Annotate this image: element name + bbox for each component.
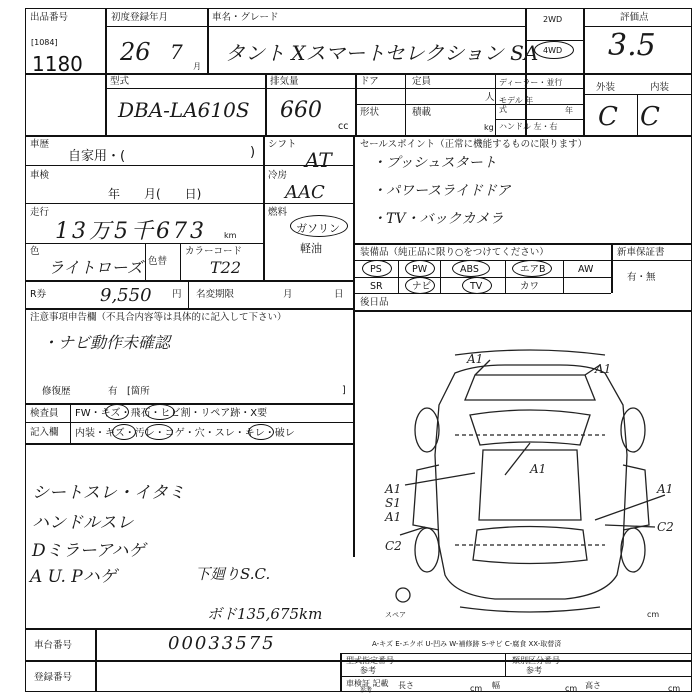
dims-ref: 参考 (360, 687, 373, 694)
inspection-value: 年 月( 日) (108, 187, 202, 201)
ac-label: 冷房 (268, 170, 288, 181)
repair-bracket: ] (342, 385, 346, 396)
equip-circle-abs (452, 260, 490, 277)
equip-circle-airbag (512, 260, 552, 277)
shift-value: AT (305, 148, 332, 172)
mark-circle-sure (248, 424, 274, 440)
equipment-title: 装備品（純正品に限り○をつけてください） (360, 247, 549, 258)
damage-legend: A-キズ E-エクボ U-凹み W-補修跡 S-サビ C-腐食 XX-取替済 (372, 640, 562, 648)
width-label: 幅 (492, 681, 500, 690)
damage-mark-5: A1 (657, 482, 674, 496)
recycle-unit: 円 (172, 289, 182, 300)
door-label: ドア (360, 76, 379, 87)
hw-note-6: ボド135,675km (207, 605, 323, 623)
drive-4wd-circle (534, 41, 574, 59)
history-value: 自家用・( (68, 149, 126, 164)
hw-note-4: A U. Pハゲ (30, 567, 117, 587)
equip-circle-navi (405, 277, 435, 294)
type-cert-label: 型式指定番号 (346, 656, 394, 665)
chassis-label: 車台番号 (34, 640, 73, 651)
hw-note-2: ハンドルスレ (32, 513, 134, 533)
warranty-value: 有・無 (627, 272, 656, 283)
damage-mark-7: A1 (385, 510, 402, 524)
damage-mark-1: A1 (467, 352, 484, 366)
kg-unit: kg (484, 123, 494, 132)
equip-circle-tv (462, 277, 492, 294)
due-month: 月 (283, 289, 293, 300)
handle-label: ハンドル 左・右 (499, 122, 558, 131)
dims-label: 車検証 記載 (346, 679, 389, 688)
damage-mark-6: S1 (385, 496, 401, 510)
length-label: 長さ (398, 681, 414, 690)
hw-note-5: 下廻りS.C. (195, 565, 271, 583)
interior-label: 内装 (650, 82, 670, 93)
grade-score: 3.5 (608, 28, 656, 63)
recolor-label: 色替 (148, 256, 168, 267)
shape-label: 形状 (360, 107, 380, 118)
car-name-label: 車名・グレード (212, 12, 279, 23)
mark-circle-kizu (105, 404, 129, 420)
selling-points-title: セールスポイント（正常に機能するものに限ります） (360, 139, 588, 150)
history-label: 車歴 (30, 139, 50, 150)
length-unit: cm (470, 684, 483, 693)
equip-leather: カワ (520, 281, 540, 292)
shift-label: シフト (268, 139, 297, 150)
load-label: 積載 (412, 107, 432, 118)
color-code-value: T22 (210, 258, 242, 277)
displacement-unit: cc (338, 121, 349, 132)
interior-grade: C (640, 102, 660, 132)
displacement-value: 660 (280, 98, 322, 123)
selling-point-2: ・パワースライドドア (372, 183, 511, 199)
mileage-label: 走行 (30, 207, 50, 218)
inspector-label-2: 記入欄 (30, 427, 59, 438)
model-year-label: モデル 年式 (499, 96, 534, 114)
registration-label: 登録番号 (34, 672, 73, 683)
type-cert-ref: 参考 (360, 666, 376, 675)
due-day: 日 (334, 289, 344, 300)
damage-mark-4: A1 (385, 482, 402, 496)
fuel-gasoline: ガソリン (296, 222, 340, 235)
grade-label: 評価点 (620, 12, 649, 23)
recycle-label: R券 (30, 289, 47, 300)
inspector-label-1: 検査員 (30, 408, 59, 419)
damage-mark-3: A1 (530, 462, 547, 476)
hw-note-3: Dミラーアハゲ (32, 541, 146, 561)
lot-label: 出品番号 (30, 12, 69, 23)
chassis-value: 00033575 (168, 633, 276, 654)
color-label: 色 (30, 246, 40, 257)
damage-mark-8: C2 (385, 539, 402, 553)
recycle-value: 9,550 (100, 285, 152, 306)
capacity-label: 定員 (412, 76, 432, 87)
rear-items-label: 後日品 (360, 297, 389, 308)
height-label: 高さ (585, 681, 601, 690)
exterior-label: 外装 (596, 82, 616, 93)
inspection-label: 車検 (30, 170, 50, 181)
repair-value: 有 [箇所 (108, 386, 150, 397)
inspector-interior-row: 内装・キズ・汚レ・コゲ・穴・スレ・キレ・破レ (75, 428, 295, 439)
mileage-unit: km (224, 231, 237, 240)
color-value: ライトローズ (48, 258, 143, 277)
equip-tv: TV (470, 281, 483, 292)
first-reg-year: 26 (120, 38, 151, 66)
spare-label: スペア (385, 611, 406, 619)
due-label: 名変期限 (196, 289, 235, 300)
fuel-light-oil: 軽油 (300, 242, 322, 255)
model-label: 型式 (110, 76, 130, 87)
note-line-1: ・ナビ動作未確認 (42, 333, 171, 352)
warranty-label: 新車保証書 (617, 247, 665, 258)
hw-note-1: シートスレ・イタミ (32, 483, 185, 503)
class-ref: 参考 (526, 666, 542, 675)
drive-2wd: 2WD (543, 15, 563, 24)
notes-title: 注意事項申告欄（不具合内容等は具体的に記入して下さい） (30, 312, 287, 323)
repair-label: 修復歴 (42, 386, 71, 397)
lot-number: 1180 (32, 52, 83, 76)
equip-airbag: エアB (520, 264, 546, 275)
mark-circle-tobiishi (145, 404, 175, 420)
month-suffix: 月 (193, 62, 201, 71)
inspector-fw-row: FW・キズ・飛石・ヒビ割・リペア跡・X要 (75, 408, 268, 419)
ac-value: AAC (285, 182, 325, 203)
mark-circle-kizu-int (112, 424, 136, 440)
class-label: 類別区分番号 (512, 656, 560, 665)
equip-pw: PW (412, 264, 428, 275)
history-paren-close: ) (250, 145, 256, 160)
car-name-value: タント Xスマートセレクション SA (225, 41, 539, 65)
equip-aw: AW (578, 264, 594, 275)
color-code-label: カラーコード (185, 246, 243, 257)
lot-sub: [1084] (31, 38, 58, 47)
equip-ps: PS (370, 264, 382, 275)
width-unit: cm (565, 684, 578, 693)
year-unit: 年 (565, 106, 573, 115)
selling-point-3: ・TV・バックカメラ (372, 211, 504, 227)
mileage-value: 13万5千673 (55, 219, 207, 244)
person-unit: 人 (485, 92, 495, 103)
diagram-cm-label: cm (647, 610, 660, 619)
car-damage-diagram (355, 345, 690, 625)
drive-4wd: 4WD (543, 46, 563, 55)
equip-navi: ナビ (412, 281, 432, 292)
height-unit: cm (668, 684, 681, 693)
damage-mark-9: C2 (657, 520, 674, 534)
model-value: DBA-LA610S (118, 98, 250, 122)
mark-circle-yogore (145, 424, 173, 440)
dealer-label: ディーラー・並行 (499, 78, 563, 87)
selling-point-1: ・プッシュスタート (372, 155, 497, 171)
first-reg-label: 初度登録年月 (111, 12, 169, 23)
equip-circle-ps (362, 260, 392, 277)
fuel-gasoline-circle (290, 215, 348, 237)
exterior-grade: C (598, 102, 618, 132)
equip-circle-pw (405, 260, 435, 277)
damage-mark-2: A1 (595, 362, 612, 376)
equip-abs: ABS (460, 264, 479, 275)
displacement-label: 排気量 (270, 76, 299, 87)
first-reg-month: 7 (170, 40, 183, 64)
equip-sr: SR (370, 281, 383, 292)
fuel-label: 燃料 (268, 207, 288, 218)
